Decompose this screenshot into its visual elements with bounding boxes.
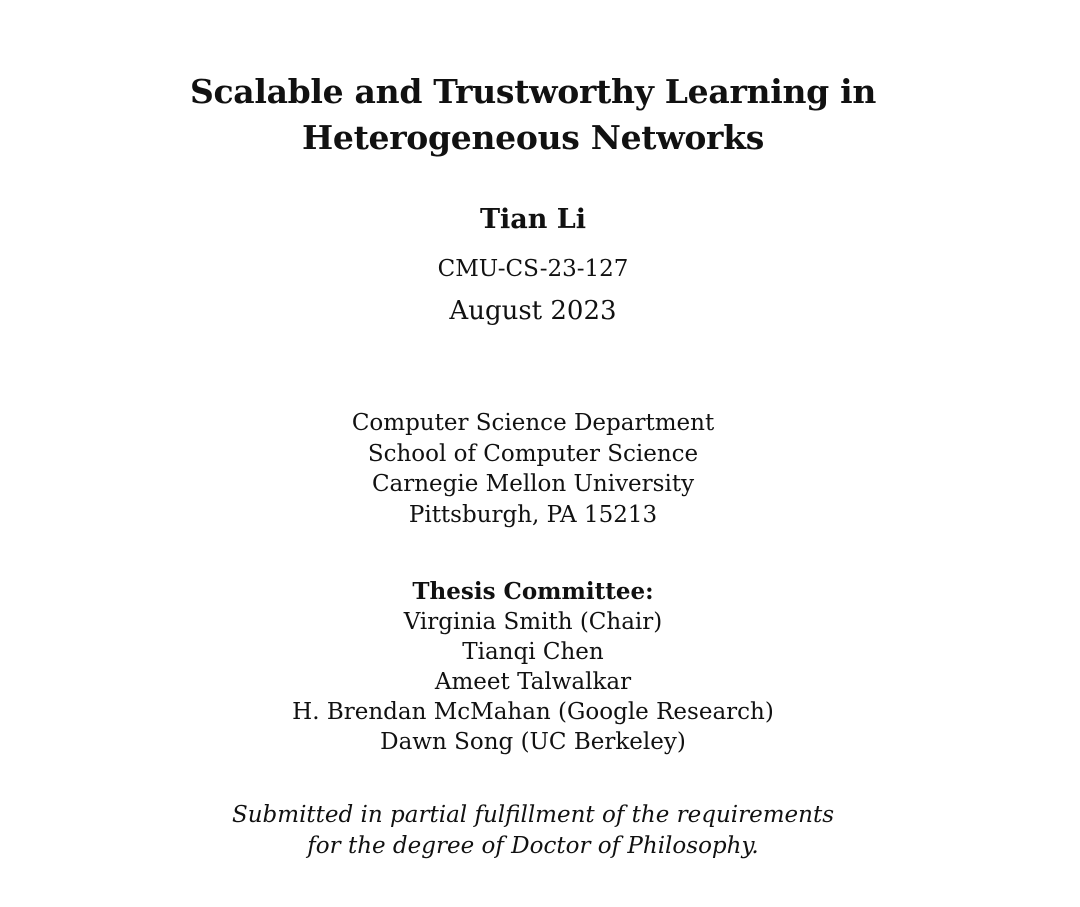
affiliation-university: Carnegie Mellon University [371, 471, 695, 497]
committee-member: Tianqi Chen [462, 639, 604, 665]
publication-date: August 2023 [449, 296, 617, 326]
author-name: Tian Li [479, 204, 587, 235]
affiliation-school: School of Computer Science [367, 441, 699, 467]
title-line-2: Heterogeneous Networks [302, 118, 764, 157]
report-number: CMU-CS-23-127 [437, 256, 629, 282]
committee-member: Virginia Smith (Chair) [403, 609, 663, 635]
fulfillment-line-2: for the degree of Doctor of Philosophy. [307, 833, 759, 859]
affiliation-department: Computer Science Department [351, 410, 715, 436]
committee-member: Ameet Talwalkar [434, 669, 632, 695]
title-line-1: Scalable and Trustworthy Learning in [189, 72, 877, 111]
committee-member: Dawn Song (UC Berkeley) [380, 729, 686, 755]
committee-heading: Thesis Committee: [412, 578, 654, 605]
fulfillment-line-1: Submitted in partial fulfillment of the requirements [231, 802, 835, 828]
affiliation-address: Pittsburgh, PA 15213 [408, 502, 658, 528]
committee-member: H. Brendan McMahan (Google Research) [292, 699, 774, 725]
